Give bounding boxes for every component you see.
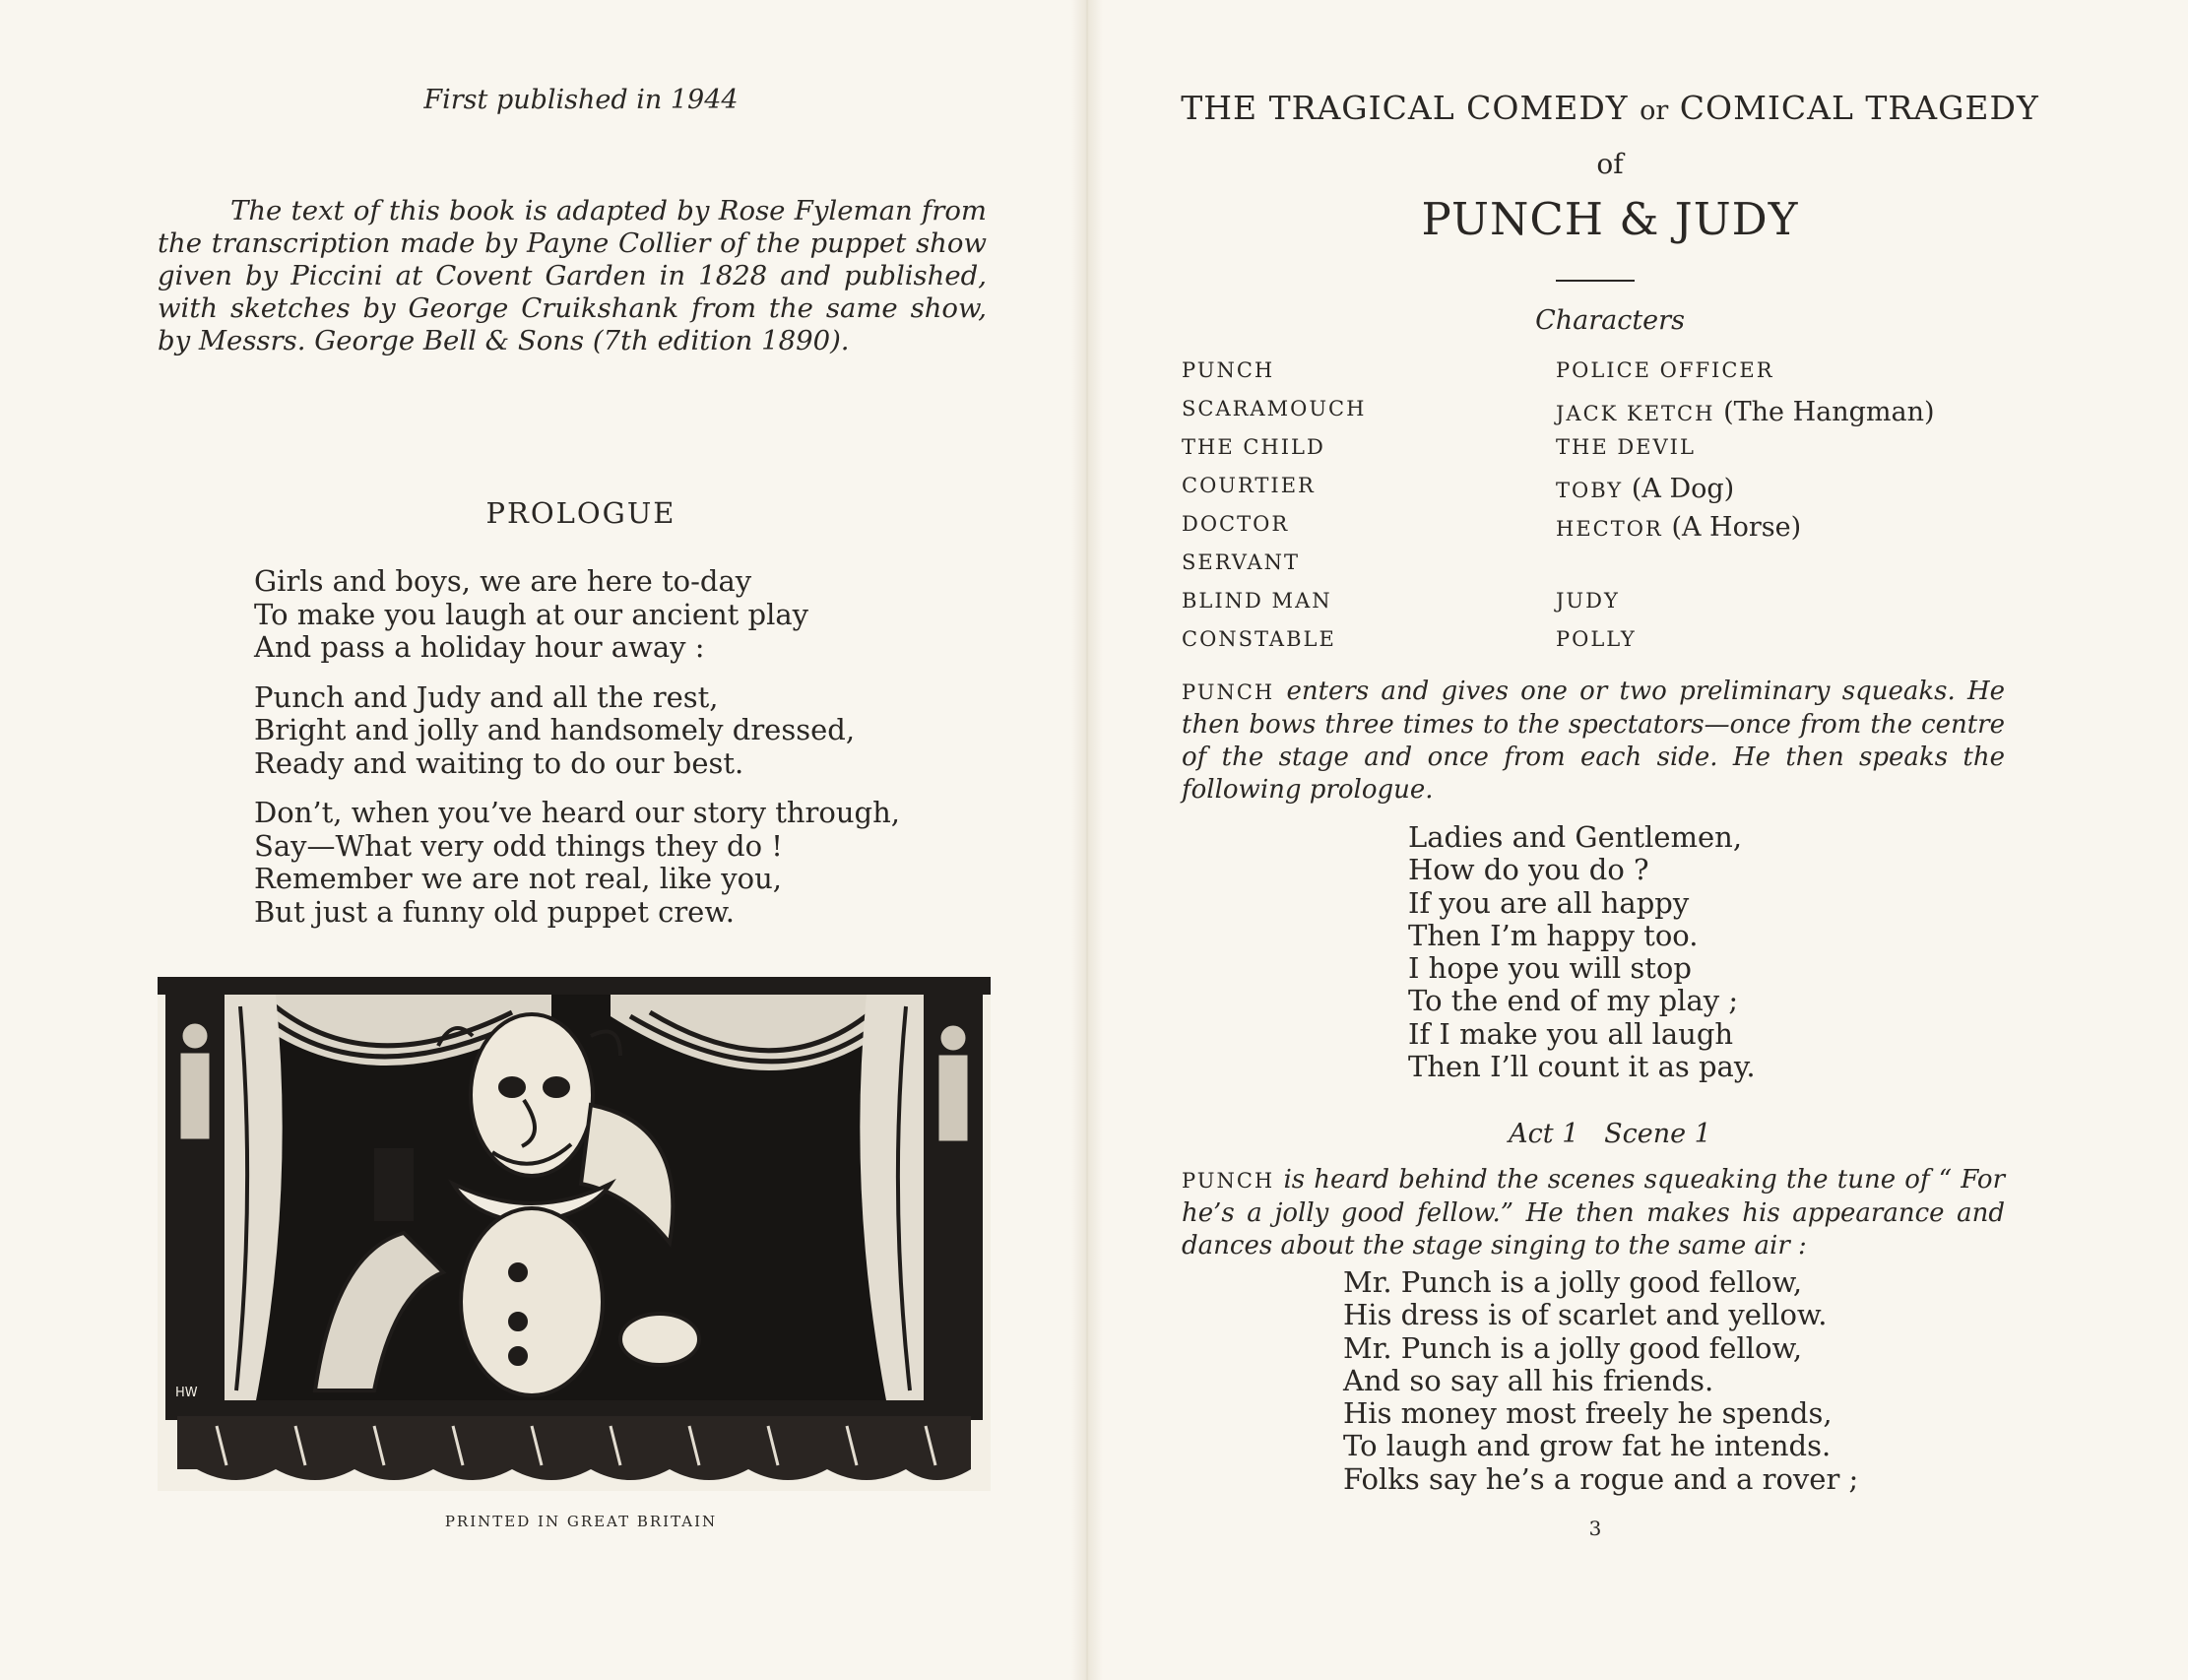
stage-direction-1-text: enters and gives one or two preliminary squeaks. He then bows three times to the spectators—once from the centre of the stage and once from each side. He then speaks the following prologue. [1182,677,2005,805]
cast-member [1182,358,1366,397]
cast-name: SERVANT [1182,550,1301,574]
verse-line: His dress is of scarlet and yellow. [1343,1298,1828,1332]
verse-line: Then I’ll count it as pay. [1408,1050,1756,1084]
puppet-booth-illustration [158,977,991,1491]
characters-heading: Characters [1535,305,1685,336]
verse-line: If I make you all laugh [1408,1016,1734,1051]
printed-in-line: PRINTED IN GREAT BRITAIN [444,1513,718,1530]
stage-direction-1 [1182,676,2005,807]
stage-direction-1-cue: PUNCH [1182,680,1275,704]
cast-member [1556,358,1935,397]
cast-member [1556,512,1935,550]
verse-line: Say—What very odd things they do ! [254,828,783,863]
cast-member [1556,397,1935,435]
title-or: or [1640,96,1669,126]
cast-name: THE DEVIL [1556,435,1696,459]
prologue-title: PROLOGUE [485,496,676,530]
title-line [1152,89,2068,127]
verse-line: To the end of my play ; [1408,984,1739,1018]
verse-line: To laugh and grow fat he intends. [1343,1429,1832,1463]
prologue-verse [254,565,900,945]
adaptation-note [158,195,987,357]
cast-member [1182,512,1366,550]
cast-member [1556,474,1935,512]
cast-name: JACK KETCH [1556,402,1715,425]
title-of: of [1596,148,1624,180]
verse-line: Then I’m happy too. [1408,918,1699,952]
main-title: PUNCH & JUDY [1421,193,1799,245]
artist-initials: HW [175,1386,198,1400]
verse-line: I hope you will stop [1408,951,1692,986]
cast-name: PUNCH [1182,358,1275,382]
cast-name: HECTOR [1556,517,1663,541]
cast-name: DOCTOR [1182,512,1290,536]
verse-line: Mr. Punch is a jolly good fellow, [1343,1265,1803,1299]
cast-member [1556,550,1935,589]
title-part1: THE TRAGICAL COMEDY [1181,89,1629,127]
verse-line: Remember we are not real, like you, [254,862,782,895]
cast-list-left [1182,358,1366,666]
cast-member [1182,589,1366,627]
verse-line: Punch and Judy and all the rest, [254,679,719,714]
publication-line: First published in 1944 [423,85,739,115]
verse-line: Mr. Punch is a jolly good fellow, [1343,1330,1803,1365]
act-scene-heading: Act 1 Scene 1 [1509,1119,1711,1149]
stage-direction-2 [1182,1164,2005,1262]
verse-line: And pass a holiday hour away : [254,630,705,664]
adaptation-note-text: The text of this book is adapted by Rose Fyleman from the transcription made by Payne Collier of the puppet show given by Piccini at Covent Garden in 1828 and published, with sketches by George Cruikshank from the same show, by Messrs. George Bell & Sons (7th edition 1890). [158,195,987,356]
cast-list-right [1556,358,1935,666]
cast-note: (The Hangman) [1723,397,1935,427]
punch-song-verse [1343,1266,1858,1496]
verse-line: Ladies and Gentlemen, [1408,820,1743,854]
prologue-stanza [254,681,900,781]
cast-name: POLLY [1556,627,1637,651]
verse-line: To make you laugh at our ancient play [254,597,809,631]
cast-member [1556,589,1935,627]
prologue-stanza [254,565,900,665]
stage-direction-2-text: is heard behind the scenes squeaking the tune of “ For he’s a jolly good fellow.” He then makes his appearance and dances about the stage singing to the same air : [1182,1165,2005,1260]
verse-line: Folks say he’s a rogue and a rover ; [1343,1461,1859,1496]
cast-name: CONSTABLE [1182,627,1336,651]
cast-note: (A Dog) [1631,474,1735,504]
cast-member [1182,627,1366,666]
page-number: 3 [1588,1517,1602,1540]
cast-member [1182,435,1366,474]
verse-line: Girls and boys, we are here to-day [254,564,752,598]
verse-line: Bright and jolly and handsomely dressed, [254,713,856,746]
cast-name: POLICE OFFICER [1556,358,1774,382]
cast-name: BLIND MAN [1182,589,1332,613]
title-part2: COMICAL TRAGEDY [1679,89,2039,127]
verse-line: If you are all happy [1408,885,1690,920]
cast-note: (A Horse) [1671,512,1802,543]
cast-name: JUDY [1556,589,1620,613]
cast-name: THE CHILD [1182,435,1325,459]
verse-line: His money most freely he spends, [1343,1396,1833,1431]
punch-woodcut [158,977,991,1491]
verse-line: But just a funny old puppet crew. [254,894,735,929]
punch-prologue-verse [1408,821,1756,1083]
cast-name: COURTIER [1182,474,1316,497]
cast-member [1556,627,1935,666]
cast-member [1182,550,1366,589]
verse-line: How do you do ? [1408,853,1649,887]
cast-member [1182,397,1366,435]
verse-line: And so say all his friends. [1343,1363,1714,1397]
cast-member [1182,474,1366,512]
stage-direction-2-cue: PUNCH [1182,1169,1275,1193]
cast-name: TOBY [1556,479,1624,502]
cast-name: SCARAMOUCH [1182,397,1367,420]
prologue-stanza [254,797,900,929]
book-gutter [1071,0,1103,1680]
verse-line: Don’t, when you’ve heard our story through, [254,796,900,829]
verse-line: Ready and waiting to do our best. [254,745,744,780]
title-rule [1556,280,1635,282]
cast-member [1556,435,1935,474]
